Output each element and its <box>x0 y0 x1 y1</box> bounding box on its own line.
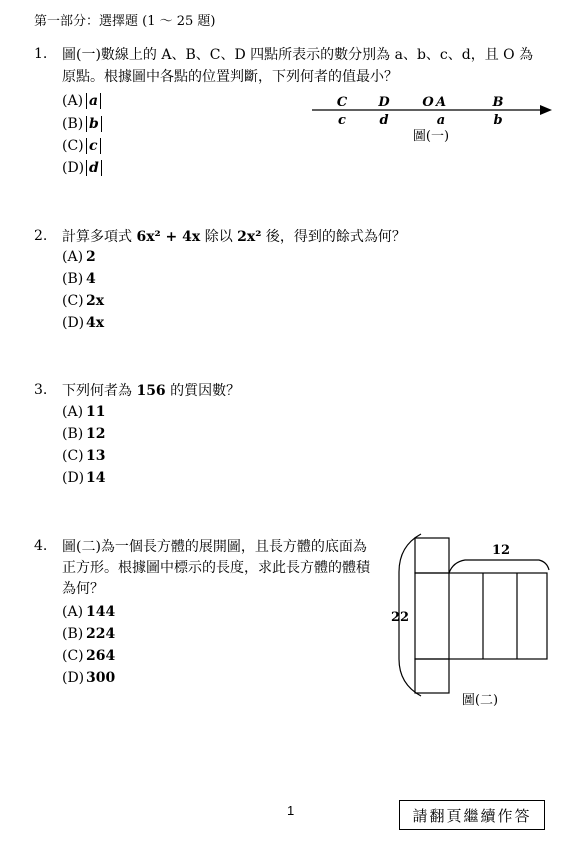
q3-option-b[interactable]: (B) 12 <box>62 426 106 442</box>
label-12: 12 <box>491 543 511 558</box>
point-label-C: C <box>336 95 348 110</box>
question-3-text: 下列何者為 156 的質因數？ <box>62 383 241 399</box>
figure-2-cuboid-net <box>385 532 565 712</box>
question-1-line-1: 圖(一)數線上的 A、B、C、D 四點所表示的數分別為 a、b、c、d，且 O 為 <box>62 47 534 63</box>
net-top-face <box>415 538 449 573</box>
question-4-line-3: 為何？ <box>62 581 104 597</box>
q3-option-a[interactable]: (A) 11 <box>62 404 106 420</box>
q2-option-a[interactable]: (A) 2 <box>62 249 96 265</box>
value-label-d: d <box>379 113 389 128</box>
q1-option-c[interactable]: (C) c <box>62 137 101 155</box>
net-side-strip <box>415 573 547 659</box>
q2-option-d[interactable]: (D) 4x <box>62 315 105 331</box>
figure-1-caption: 圖(一) <box>412 129 450 144</box>
q1-option-b[interactable]: (B) b <box>62 115 102 133</box>
point-label-O: O <box>422 95 434 110</box>
q4-option-d[interactable]: (D) 300 <box>62 670 116 686</box>
value-label-a: a <box>436 113 446 128</box>
q4-option-b[interactable]: (B) 224 <box>62 626 116 642</box>
question-2-number: 2. <box>34 228 48 244</box>
question-4-line-2: 正方形。根據圖中標示的長度，求此長方體的體積 <box>62 560 370 576</box>
question-4-line-1: 圖(二)為一個長方體的展開圖，且長方體的底面為 <box>62 539 367 555</box>
q4-option-c[interactable]: (C) 264 <box>62 648 116 664</box>
question-1-number: 1. <box>34 46 48 62</box>
value-label-c: c <box>338 113 346 128</box>
divisor: 2x² <box>237 229 262 245</box>
point-label-D: D <box>378 95 390 110</box>
q1-option-a[interactable]: (A) a <box>62 92 101 110</box>
q1-option-d[interactable]: (D) d <box>62 159 102 177</box>
polynomial: 6x² + 4x <box>136 229 201 245</box>
question-2-text: 計算多項式 6x² + 4x 除以 2x² 後，得到的餘式為何？ <box>62 229 406 245</box>
q4-option-a[interactable]: (A) 144 <box>62 604 116 620</box>
question-3-number: 3. <box>34 382 48 398</box>
net-bottom-face <box>415 659 449 693</box>
q2-option-c[interactable]: (C) 2x <box>62 293 105 309</box>
figure-2-caption: 圖(二) <box>461 693 499 708</box>
number-156: 156 <box>136 383 166 399</box>
q2-option-b[interactable]: (B) 4 <box>62 271 96 287</box>
label-22: 22 <box>391 610 410 625</box>
q3-option-c[interactable]: (C) 13 <box>62 448 106 464</box>
question-1-line-2: 原點。根據圖中各點的位置判斷，下列何者的值最小？ <box>62 69 398 85</box>
section-title: 第一部分：選擇題 (1 ～ 25 題) <box>34 14 216 29</box>
width-bracket <box>449 560 549 573</box>
page-number: 1 <box>287 803 295 818</box>
point-label-A: A <box>435 95 447 110</box>
value-label-b: b <box>493 113 503 128</box>
point-label-B: B <box>492 95 504 110</box>
q3-option-d[interactable]: (D) 14 <box>62 470 106 486</box>
arrow-head-icon <box>540 105 552 115</box>
question-4-number: 4. <box>34 538 48 554</box>
continue-box: 請翻頁繼續作答 <box>399 800 545 830</box>
figure-1-number-line <box>300 90 560 150</box>
